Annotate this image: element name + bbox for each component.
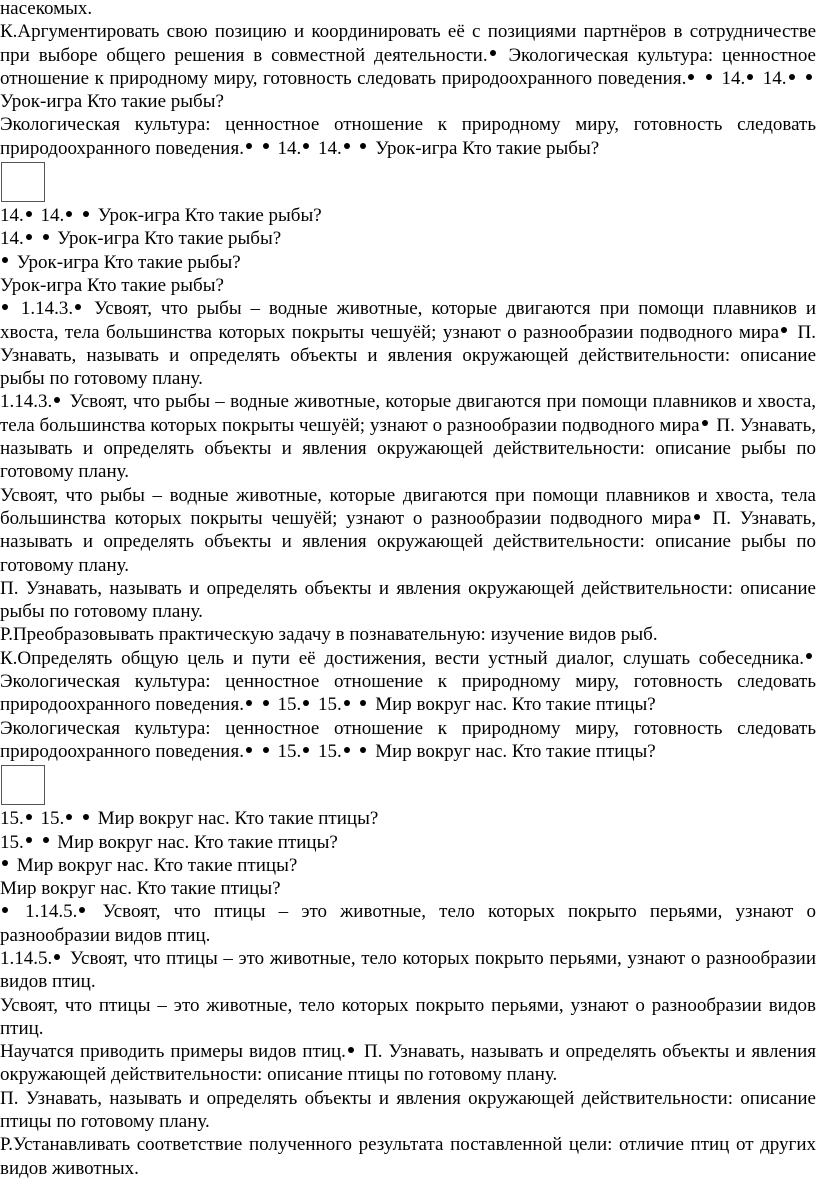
bullet-icon bbox=[702, 420, 708, 426]
text-paragraph: К.Определять общую цель и пути её достижения, вести устный диалог, слушать собеседника. Экологическая культура: ценностное отношение к природному миру, готовность следовать природоохранного поведения. 15. 15. Мир вокруг нас. Кто такие птицы? bbox=[0, 647, 816, 716]
bullet-icon bbox=[360, 747, 366, 753]
bullet-icon bbox=[43, 234, 49, 240]
bullet-icon bbox=[26, 814, 32, 820]
bullet-icon bbox=[348, 1047, 354, 1053]
text-line: 14. Урок-игра Кто такие рыбы? bbox=[0, 228, 282, 250]
bullet-icon bbox=[246, 700, 252, 706]
empty-table-cell bbox=[1, 162, 45, 202]
text-line: Мир вокруг нас. Кто такие птицы? bbox=[0, 878, 281, 900]
bullet-icon bbox=[26, 211, 32, 217]
bullet-icon bbox=[360, 143, 366, 149]
text-paragraph: Р.Преобразовывать практическую задачу в познавательную: изучение видов рыб. bbox=[0, 624, 658, 646]
text-paragraph: П. Узнавать, называть и определять объекты и явления окружающей действительности: описание рыбы по готовому плану. bbox=[0, 577, 816, 623]
text-line: 15. 15. Мир вокруг нас. Кто такие птицы? bbox=[0, 808, 379, 830]
bullet-icon bbox=[344, 143, 350, 149]
bullet-icon bbox=[2, 257, 8, 263]
bullet-icon bbox=[83, 211, 89, 217]
bullet-icon bbox=[789, 74, 795, 80]
bullet-icon bbox=[263, 700, 269, 706]
bullet-icon bbox=[26, 234, 32, 240]
text-paragraph: 1.14.3. Усвоят, что рыбы – водные животные, которые двигаются при помощи плавников и хвоста, тела большинства которых покрыты чешуёй; узнают о разнообразии подводного мира П. Узнавать, называть и определять объекты и явления окружающей действительности: описание рыбы по готовому плану. bbox=[0, 298, 816, 390]
text-paragraph: 1.14.5. Усвоят, что птицы – это животные, тело которых покрыто перьями, узнают о разнообразии видов птиц. bbox=[0, 947, 816, 993]
text-paragraph: П. Узнавать, называть и определять объекты и явления окружающей действительности: описание птицы по готовому плану. bbox=[0, 1087, 816, 1133]
text-line: Мир вокруг нас. Кто такие птицы? bbox=[0, 854, 816, 877]
text-line: Урок-игра Кто такие рыбы? bbox=[0, 251, 816, 274]
bullet-icon bbox=[303, 700, 309, 706]
bullet-icon bbox=[2, 860, 8, 866]
bullet-icon bbox=[781, 327, 787, 333]
bullet-icon bbox=[706, 74, 712, 80]
bullet-icon bbox=[263, 143, 269, 149]
bullet-icon bbox=[246, 747, 252, 753]
bullet-icon bbox=[694, 514, 700, 520]
bullet-icon bbox=[360, 700, 366, 706]
bullet-icon bbox=[303, 143, 309, 149]
empty-table-cell bbox=[1, 765, 45, 805]
text-paragraph: Научатся приводить примеры видов птиц. П. Узнавать, называть и определять объекты и явления окружающей действительности: описание птицы по готовому плану. bbox=[0, 1041, 816, 1086]
text-paragraph: Усвоят, что рыбы – водные животные, которые двигаются при помощи плавников и хвоста, тела большинства которых покрыты чешуёй; узнают о разнообразии подводного мира П. Узнавать, называть и определять объекты и явления окружающей действительности: описание рыбы по готовому плану. bbox=[0, 484, 816, 576]
bullet-icon bbox=[806, 74, 812, 80]
text-line: 15. Мир вокруг нас. Кто такие птицы? bbox=[0, 831, 338, 853]
bullet-icon bbox=[263, 747, 269, 753]
text-paragraph: Усвоят, что птицы – это животные, тело которых покрыто перьями, узнают о разнообразии видов птиц. bbox=[0, 994, 816, 1039]
bullet-icon bbox=[806, 653, 812, 659]
text-paragraph: 1.14.3. Усвоят, что рыбы – водные животные, которые двигаются при помощи плавников и хвоста, тела большинства которых покрыты чешуёй; узнают о разнообразии подводного мира П. Узнавать, называть и определять объекты и явления окружающей действительности: описание рыбы по готовому плану. bbox=[0, 391, 816, 483]
bullet-icon bbox=[246, 143, 252, 149]
text-paragraph: Экологическая культура: ценностное отношение к природному миру, готовность следовать природоохранного поведения. 14. 14. Урок-игра Кто такие рыбы? bbox=[0, 114, 816, 159]
bullet-icon bbox=[344, 747, 350, 753]
bullet-icon bbox=[83, 814, 89, 820]
bullet-icon bbox=[66, 814, 72, 820]
text-paragraph: Экологическая культура: ценностное отношение к природному миру, готовность следовать природоохранного поведения. 15. 15. Мир вокруг нас. Кто такие птицы? bbox=[0, 717, 816, 762]
text-line: 14. 14. Урок-игра Кто такие рыбы? bbox=[0, 205, 322, 227]
bullet-icon bbox=[303, 747, 309, 753]
bullet-icon bbox=[26, 837, 32, 843]
bullet-icon bbox=[2, 304, 8, 310]
bullet-icon bbox=[54, 954, 60, 960]
text-paragraph: К.Аргументировать свою позицию и координировать её с позициями партнёров в сотрудничестве при выборе общего решения в совместной деятельности. Экологическая культура: ценностное отношение к природному миру, готовность следовать природоохранного поведения. 14. 14. Урок-игра Кто такие рыбы? bbox=[0, 21, 816, 113]
bullet-icon bbox=[688, 74, 694, 80]
bullet-icon bbox=[43, 837, 49, 843]
bullet-icon bbox=[2, 907, 8, 913]
bullet-icon bbox=[66, 211, 72, 217]
text-paragraph: Р.Устанавливать соответствие полученного результата поставленной цели: отличие птиц от других видов животных. bbox=[0, 1134, 816, 1179]
text-line: насекомых. bbox=[0, 0, 93, 19]
text-line: Урок-игра Кто такие рыбы? bbox=[0, 274, 224, 296]
bullet-icon bbox=[79, 907, 85, 913]
bullet-icon bbox=[344, 700, 350, 706]
bullet-icon bbox=[75, 304, 81, 310]
bullet-icon bbox=[54, 397, 60, 403]
text-paragraph: 1.14.5. Усвоят, что птицы – это животные, тело которых покрыто перьями, узнают о разнообразии видов птиц. bbox=[0, 901, 816, 946]
bullet-icon bbox=[747, 74, 753, 80]
bullet-icon bbox=[490, 50, 496, 56]
